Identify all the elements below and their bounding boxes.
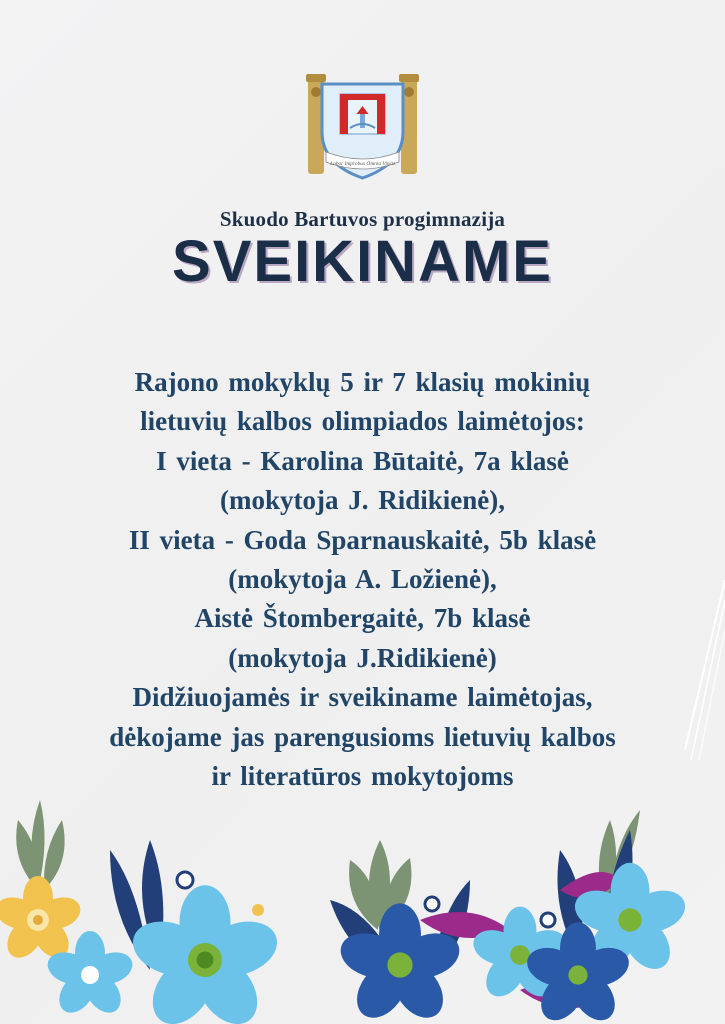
- message-line: Didžiuojamės ir sveikiname laimėtojas,: [132, 682, 593, 713]
- message-line: ir literatūros mokytojoms: [211, 761, 514, 792]
- yellow-flower: [0, 876, 84, 964]
- message-line: lietuvių kalbos olimpiados laimėtojos:: [140, 406, 585, 437]
- message-line: II vieta - Goda Sparnauskaitė, 5b klasė: [128, 524, 597, 555]
- message-line: Rajono mokyklų 5 ir 7 klasių mokinių: [134, 367, 591, 397]
- message-line: (mokytoja J.Ridikienė): [228, 642, 497, 673]
- message-line: dėkojame jas parengusioms lietuvių kalbos: [109, 721, 616, 752]
- green-leaves: [16, 800, 640, 930]
- floral-border-illustration: [0, 780, 725, 1024]
- message-line: I vieta - Karolina Būtaitė, 7a klasė: [156, 445, 569, 476]
- school-crest-logo: [300, 70, 425, 188]
- congratulation-message: [30, 363, 695, 796]
- school-name: Skuodo Bartuvos progimnazija: [219, 207, 506, 231]
- message-line: (mokytoja J. Ridikienė),: [220, 485, 505, 516]
- message-line: (mokytoja A. Ložienė),: [228, 564, 497, 595]
- message-line: Aistė Štombergaitė, 7b klasė: [194, 603, 531, 634]
- crest-motto: Labor Improbus Omnia Vincit: [330, 161, 395, 167]
- headline-title: SVEIKINAME: [172, 229, 553, 294]
